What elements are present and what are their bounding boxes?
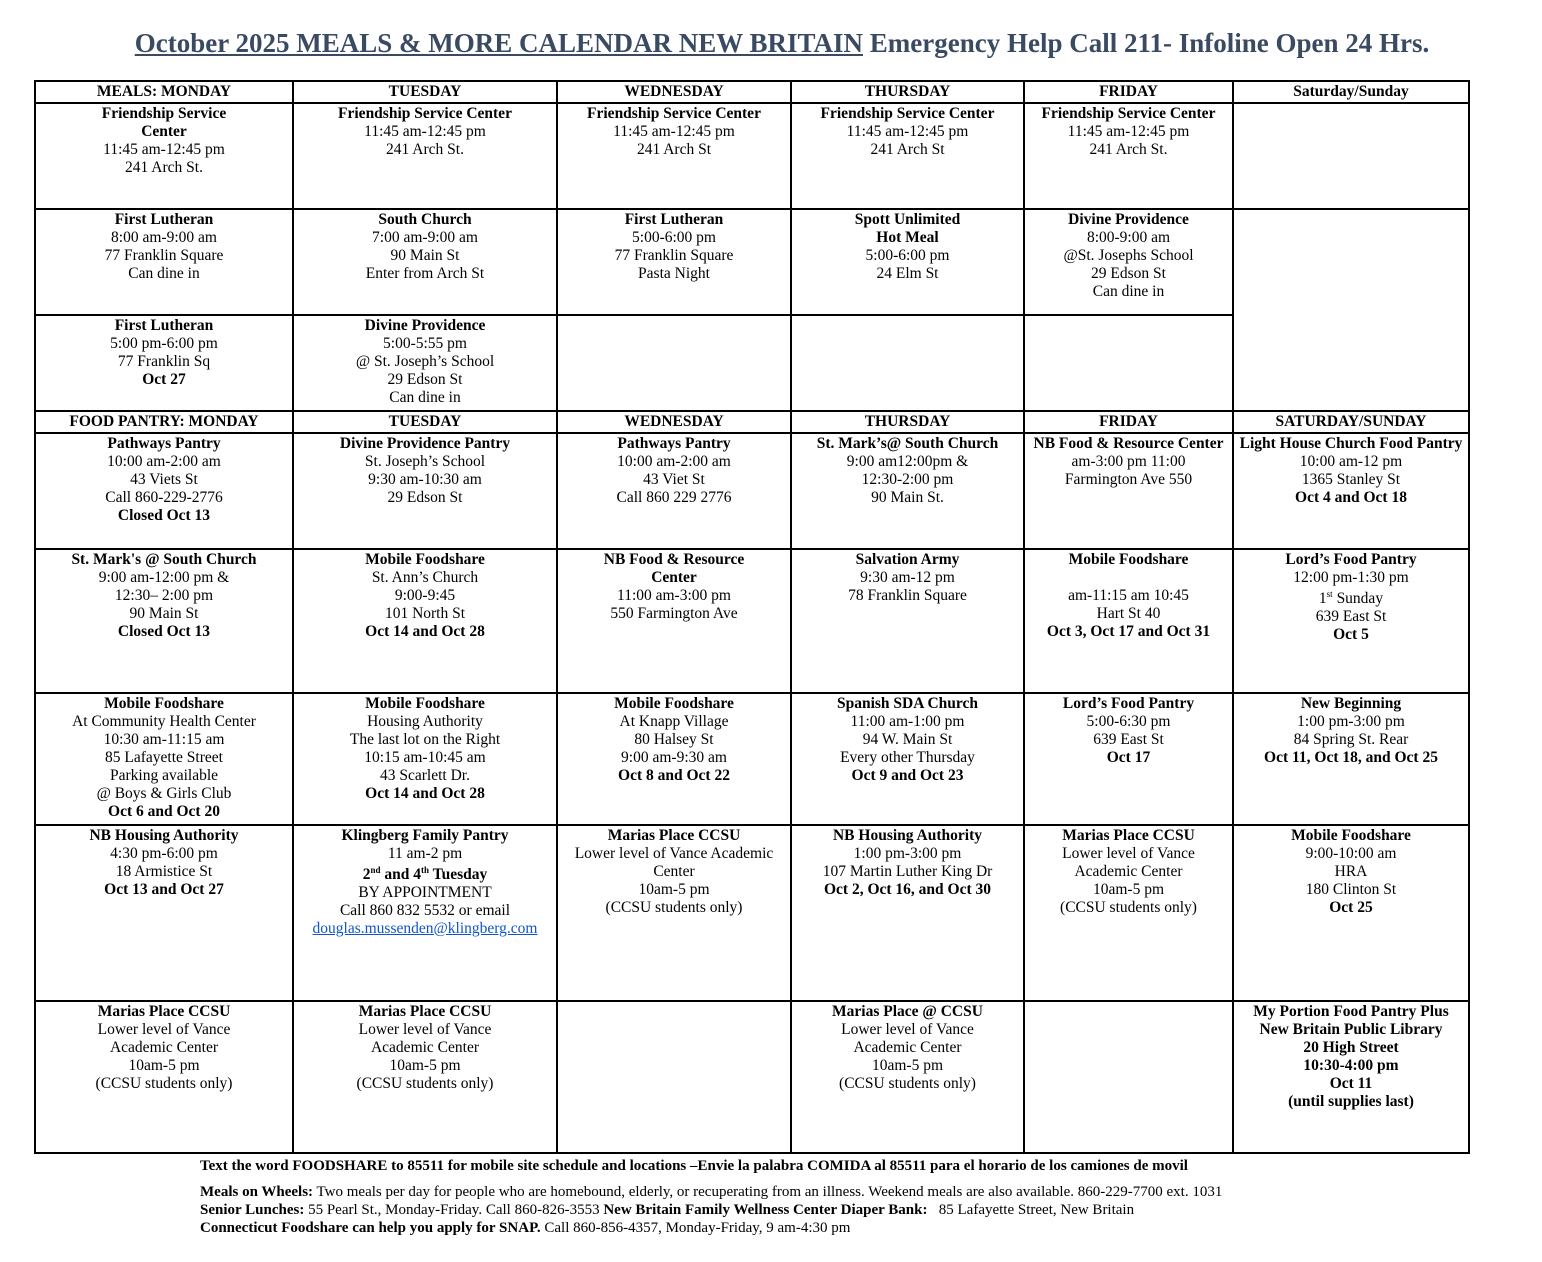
pantry-name: Marias Place CCSU: [97, 1003, 231, 1020]
pantry-time: 9:30 am-10:30 am: [368, 471, 482, 488]
meal-cell: [293, 103, 557, 209]
pantry-address: 78 Franklin Square: [848, 587, 967, 604]
meal-time: 5:00-6:00 pm: [865, 247, 950, 264]
meals-row: [35, 209, 1469, 315]
pantry-dates: Oct 25: [1329, 899, 1373, 916]
pantry-row: [35, 825, 1469, 1001]
meal-cell: [791, 103, 1024, 209]
pantry-cell: [293, 693, 557, 825]
pantry-cell: [557, 549, 791, 693]
pantry-name: Light House Church Food Pantry: [1239, 435, 1463, 452]
pantry-name: New Beginning: [1300, 695, 1402, 712]
pantry-cell: [293, 549, 557, 693]
pantry-name: Lord’s Food Pantry: [1062, 695, 1195, 712]
pantry-cell: [1233, 693, 1469, 825]
pantry-location: Lower level of Vance: [358, 1021, 492, 1038]
pantry-cell: [1233, 549, 1469, 693]
meal-time: 11:45 am-12:45 pm: [846, 123, 969, 140]
pantry-name: Mobile Foodshare: [614, 695, 734, 712]
pantry-address: 29 Edson St: [387, 489, 463, 506]
pantry-location: Academic Center: [370, 1039, 479, 1056]
pantry-cell: [35, 693, 293, 825]
pantry-time: 10:00 am-12 pm: [1299, 453, 1403, 470]
pantry-name: Mobile Foodshare: [365, 695, 485, 712]
pantry-address: 80 Halsey St: [634, 731, 714, 748]
pantry-time: 10:15 am-10:45 am: [364, 749, 486, 766]
pantry-cell: [791, 1001, 1024, 1153]
pantry-address: 43 Viets St: [130, 471, 198, 488]
pantry-time: 1:00 pm-3:00 pm: [1297, 713, 1405, 730]
pantry-address: 639 East St: [1315, 608, 1387, 625]
pantry-note: (CCSU students only): [356, 1075, 494, 1092]
pantry-address: 43 Viet St: [643, 471, 705, 488]
meals-header-thursday: THURSDAY: [791, 81, 1024, 103]
diaper-bank-text: 85 Lafayette Street, New Britain: [927, 1202, 1135, 1218]
pantry-schedule: [295, 866, 555, 884]
pantry-name: Divine Providence Pantry: [339, 435, 511, 452]
pantry-name: St. Mark’s@ South Church: [816, 435, 999, 452]
pantry-time: 10am-5 pm: [638, 881, 710, 898]
meal-note: Enter from Arch St: [365, 265, 485, 282]
meal-address: 29 Edson St: [1091, 265, 1166, 282]
meal-time: 11:45 am-12:45 pm: [364, 123, 486, 140]
pantry-cell: [35, 433, 293, 549]
pantry-header-tuesday: TUESDAY: [293, 411, 557, 433]
pantry-cell: [791, 693, 1024, 825]
pantry-row: [35, 549, 1469, 693]
pantry-time: 9:00-9:45: [394, 587, 456, 604]
pantry-schedule: [1235, 590, 1467, 608]
pantry-location: Lower level of Vance: [1062, 845, 1195, 862]
meals-header-weekend: Saturday/Sunday: [1233, 81, 1469, 103]
meal-site-name: South Church: [378, 211, 472, 228]
meal-address: 77 Franklin Square: [104, 247, 224, 264]
ordinal-suffix: nd: [370, 864, 381, 875]
meal-time: 5:00 pm-6:00 pm: [110, 335, 218, 352]
pantry-address: 180 Clinton St: [1305, 881, 1397, 898]
meal-address: 77 Franklin Square: [614, 247, 734, 264]
pantry-cell: [1233, 433, 1469, 549]
meal-time: 11:45 am-12:45 pm: [1067, 123, 1190, 140]
pantry-dates: Closed Oct 13: [117, 507, 211, 524]
pantry-cell: [1233, 825, 1469, 1001]
pantry-name: Mobile Foodshare: [1291, 827, 1411, 844]
meal-cell: [293, 209, 557, 315]
pantry-name: Marias Place CCSU: [1062, 827, 1195, 844]
pantry-location: HRA: [1334, 863, 1368, 880]
pantry-dates: Oct 13 and Oct 27: [104, 881, 224, 898]
pantry-time: am-3:00 pm 11:00: [1071, 453, 1186, 470]
pantry-name: Mobile Foodshare: [1068, 551, 1189, 568]
pantry-name: Spanish SDA Church: [836, 695, 978, 712]
pantry-note: (until supplies last): [1288, 1093, 1414, 1110]
pantry-cell: [1024, 693, 1233, 825]
pantry-name: My Portion Food Pantry Plus: [1253, 1003, 1449, 1020]
pantry-dates: Oct 17: [1106, 749, 1151, 766]
senior-lunches-label: Senior Lunches:: [200, 1202, 305, 1218]
pantry-time: 9:00 am-9:30 am: [621, 749, 727, 766]
pantry-name: Pathways Pantry: [617, 435, 731, 452]
pantry-name: Marias Place CCSU: [358, 1003, 492, 1020]
meal-cell: [35, 103, 293, 209]
pantry-location: St. Ann’s Church: [371, 569, 479, 586]
pantry-time: 9:30 am-12 pm: [860, 569, 955, 586]
emergency-help-line: Emergency Help Call 211- Infoline Open 24 Hrs.: [869, 28, 1430, 58]
pantry-time: 10:00 am-2:00 am: [107, 453, 221, 470]
meal-cell: [293, 315, 557, 411]
meal-address: 29 Edson St: [387, 371, 463, 388]
meal-site-name: First Lutheran: [624, 211, 724, 228]
meals-on-wheels-note: [200, 1183, 1222, 1201]
pantry-location: Academic Center: [109, 1039, 218, 1056]
pantry-address: 90 Main St: [129, 605, 199, 622]
pantry-phone: Call 860-229-2776: [105, 489, 223, 506]
meal-cell: [1024, 103, 1233, 209]
meal-cell: [791, 209, 1024, 315]
meal-site-name: Friendship Service: [101, 105, 227, 122]
pantry-cell: [1024, 549, 1233, 693]
meals-header-wednesday: WEDNESDAY: [557, 81, 791, 103]
weekend-meal-cell-empty: [1233, 103, 1469, 209]
meals-header-monday: MEALS: MONDAY: [35, 81, 293, 103]
pantry-address: 90 Main St.: [871, 489, 944, 506]
pantry-name: NB Housing Authority: [89, 827, 239, 844]
pantry-note: The last lot on the Right: [349, 731, 501, 748]
pantry-row: [35, 693, 1469, 825]
pantry-location: Lower level of Vance Academic: [574, 845, 774, 862]
pantry-cell-empty: [1024, 1001, 1233, 1153]
meal-time: 8:00 am-9:00 am: [111, 229, 217, 246]
meal-note: Can dine in: [1092, 283, 1165, 300]
pantry-location: St. Joseph’s School: [364, 453, 486, 470]
ordinal-suffix: st: [1326, 588, 1333, 599]
pantry-dates: Oct 11, Oct 18, and Oct 25: [1264, 749, 1438, 766]
pantry-dates: Oct 5: [1333, 626, 1369, 643]
pantry-name: Marias Place CCSU: [607, 827, 741, 844]
pantry-cell: [557, 433, 791, 549]
meal-site-name: First Lutheran: [114, 211, 214, 228]
pantry-time: 10:30 am-11:15 am: [103, 731, 225, 748]
pantry-time: 12:00 pm-1:30 pm: [1293, 569, 1409, 586]
pantry-cell: [791, 433, 1024, 549]
pantry-address: 107 Martin Luther King Dr: [822, 863, 993, 880]
meal-time: 7:00 am-9:00 am: [372, 229, 478, 246]
meal-dates: Oct 27: [142, 371, 186, 388]
pantry-cell: [35, 1001, 293, 1153]
pantry-time: am-11:15 am 10:45: [1068, 587, 1189, 604]
meal-site-name: Friendship Service Center: [338, 105, 512, 122]
meal-site-name: First Lutheran: [114, 317, 214, 334]
pantry-location: Lower level of Vance: [841, 1021, 974, 1038]
pantry-row: [35, 1001, 1469, 1153]
meal-time: 5:00-6:00 pm: [632, 229, 716, 246]
pantry-time: 10:30-4:00 pm: [1303, 1057, 1399, 1074]
pantry-phone: Call 860 229 2776: [616, 489, 732, 506]
meal-note: Can dine in: [389, 389, 461, 406]
meal-site-name: Spott Unlimited: [854, 211, 961, 228]
meals-header-row: [35, 81, 1469, 103]
meal-address: 90 Main St: [390, 247, 460, 264]
pantry-dates: Oct 14 and Oct 28: [365, 623, 485, 640]
pantry-dates: Oct 14 and Oct 28: [365, 785, 485, 802]
pantry-time: 11:00 am-3:00 pm: [617, 587, 731, 604]
pantry-name: NB Housing Authority: [832, 827, 982, 844]
pantry-time: 11 am-2 pm: [387, 845, 463, 862]
pantry-cell: [791, 825, 1024, 1001]
pantry-note: Parking available: [109, 767, 219, 784]
senior-lunches-note: [200, 1201, 1222, 1219]
calendar-title: October 2025 MEALS & MORE CALENDAR NEW BRITAIN: [134, 28, 864, 58]
meal-site-name-cont: Hot Meal: [876, 229, 939, 246]
pantry-cell: [293, 1001, 557, 1153]
meal-address: 241 Arch St: [870, 141, 945, 158]
page-title: [0, 28, 1542, 59]
meal-note: Can dine in: [128, 265, 200, 282]
pantry-location: Academic Center: [853, 1039, 962, 1056]
pantry-cell: [557, 825, 791, 1001]
meal-time: 11:45 am-12:45 pm: [103, 141, 225, 158]
meal-time: 8:00-9:00 am: [1086, 229, 1171, 246]
pantry-cell: [293, 825, 557, 1001]
diaper-bank-label: New Britain Family Wellness Center Diaper Bank:: [603, 1202, 928, 1218]
pantry-location: Housing Authority: [367, 713, 483, 730]
ordinal-number: 2: [362, 866, 371, 883]
pantry-dates: Oct 3, Oct 17 and Oct 31: [1046, 623, 1211, 640]
meal-note: Pasta Night: [638, 265, 710, 282]
pantry-time: 9:00 am12:00pm &: [846, 453, 969, 470]
pantry-cell: [1233, 1001, 1469, 1153]
pantry-cell: [35, 825, 293, 1001]
meal-address: 24 Elm St: [876, 265, 939, 282]
meal-cell: [557, 209, 791, 315]
pantry-address: 18 Armistice St: [115, 863, 213, 880]
pantry-phone: Call 860 832 5532 or email: [339, 902, 511, 919]
pantry-time: 10am-5 pm: [871, 1057, 944, 1074]
meals-row: [35, 103, 1469, 209]
pantry-time: 5:00-6:30 pm: [1086, 713, 1171, 730]
pantry-cell: [293, 433, 557, 549]
meal-site-name: Divine Providence: [364, 317, 486, 334]
pantry-header-row: [35, 411, 1469, 433]
pantry-time: 9:00 am-12:00 pm &: [98, 569, 230, 586]
meals-header-friday: FRIDAY: [1024, 81, 1233, 103]
pantry-location: Academic Center: [1074, 863, 1183, 880]
ordinal-number: 1: [1318, 590, 1327, 607]
pantry-name: Klingberg Family Pantry: [341, 827, 509, 844]
calendar-table: [34, 80, 1470, 1154]
pantry-note: Every other Thursday: [840, 749, 975, 766]
pantry-dates: Oct 6 and Oct 20: [108, 803, 220, 820]
pantry-time: 12:30-2:00 pm: [861, 471, 954, 488]
pantry-header-friday: FRIDAY: [1024, 411, 1233, 433]
pantry-note: (CCSU students only): [95, 1075, 233, 1092]
ordinal-suffix: th: [421, 864, 430, 875]
meal-cell-empty: [1024, 315, 1233, 411]
pantry-name: NB Food & Resource Center: [1033, 435, 1224, 452]
pantry-row: [35, 433, 1469, 549]
footer-notes: [200, 1157, 1222, 1237]
ordinal-number: and 4: [384, 866, 422, 883]
pantry-header-thursday: THURSDAY: [791, 411, 1024, 433]
pantry-address: 1365 Stanley St: [1301, 471, 1401, 488]
pantry-time: 10:00 am-2:00 am: [617, 453, 731, 470]
meal-site-name: Friendship Service Center: [820, 105, 995, 122]
meal-cell: [1024, 209, 1233, 315]
pantry-location: New Britain Public Library: [1259, 1021, 1443, 1038]
pantry-dates: Closed Oct 13: [117, 623, 211, 640]
pantry-time: 10am-5 pm: [128, 1057, 200, 1074]
senior-lunches-text: 55 Pearl St., Monday-Friday. Call 860-826-3553: [304, 1202, 604, 1218]
pantry-dates: Oct 2, Oct 16, and Oct 30: [823, 881, 992, 898]
meal-time: 11:45 am-12:45 pm: [613, 123, 735, 140]
pantry-note: (CCSU students only): [1060, 899, 1197, 916]
pantry-note: @ Boys & Girls Club: [96, 785, 232, 802]
pantry-address: 94 W. Main St: [862, 731, 953, 748]
meal-location: @St. Josephs School: [1063, 247, 1194, 264]
meals-header-tuesday: TUESDAY: [293, 81, 557, 103]
meal-time: 5:00-5:55 pm: [383, 335, 467, 352]
pantry-name: Lord’s Food Pantry: [1285, 551, 1417, 568]
meal-site-name: Friendship Service Center: [587, 105, 761, 122]
pantry-time: 10am-5 pm: [389, 1057, 461, 1074]
meal-address: 241 Arch St: [636, 141, 712, 158]
pantry-time: 12:30– 2:00 pm: [114, 587, 214, 604]
pantry-address: 20 High Street: [1303, 1039, 1399, 1056]
snap-text: Call 860-856-4357, Monday-Friday, 9 am-4:30 pm: [540, 1220, 851, 1236]
pantry-address: Farmington Ave 550: [1064, 471, 1193, 488]
pantry-note: (CCSU students only): [839, 1075, 976, 1092]
pantry-dates: Oct 4 and Oct 18: [1295, 489, 1407, 506]
meal-cell: [557, 103, 791, 209]
pantry-address: 85 Lafayette Street: [105, 749, 223, 766]
pantry-time: 11:00 am-1:00 pm: [850, 713, 965, 730]
pantry-cell: [557, 693, 791, 825]
meal-address: 77 Franklin Sq: [117, 353, 211, 370]
pantry-name: Pathways Pantry: [107, 435, 221, 452]
meal-address: 241 Arch St.: [386, 141, 464, 158]
ordinal-day: Tuesday: [432, 866, 488, 883]
meal-cell-empty: [557, 315, 791, 411]
pantry-name: NB Food & Resource: [603, 551, 745, 568]
pantry-name: St. Mark's @ South Church: [71, 551, 257, 568]
pantry-cell: [1024, 433, 1233, 549]
pantry-cell-empty: [557, 1001, 791, 1153]
pantry-location: At Knapp Village: [619, 713, 729, 730]
pantry-header-weekend: SATURDAY/SUNDAY: [1233, 411, 1469, 433]
meal-location: @ St. Joseph’s School: [355, 353, 495, 370]
meal-cell: [35, 209, 293, 315]
meal-address: 241 Arch St.: [125, 159, 203, 176]
pantry-address: Hart St 40: [1096, 605, 1161, 622]
meal-site-name-cont: Center: [141, 123, 187, 140]
pantry-time: 1:00 pm-3:00 pm: [853, 845, 962, 862]
pantry-time: 4:30 pm-6:00 pm: [110, 845, 218, 862]
pantry-dates: Oct 9 and Oct 23: [851, 767, 964, 784]
weekend-meal-cell-empty: [1233, 209, 1469, 411]
pantry-location: At Community Health Center: [72, 713, 256, 730]
pantry-dates: Oct 8 and Oct 22: [618, 767, 730, 784]
pantry-header-wednesday: WEDNESDAY: [557, 411, 791, 433]
meals-on-wheels-text: Two meals per day for people who are homebound, elderly, or recuperating from an illness. Weekend meals are also available. 860-229-7700 ext. 1031: [313, 1184, 1223, 1200]
meal-address: 241 Arch St.: [1089, 141, 1168, 158]
pantry-name: Salvation Army: [855, 551, 960, 568]
ordinal-day: Sunday: [1336, 590, 1384, 607]
pantry-address: 43 Scarlett Dr.: [380, 767, 470, 784]
pantry-cell: [791, 549, 1024, 693]
meal-cell-empty: [791, 315, 1024, 411]
email-link[interactable]: douglas.mussenden@klingberg.com: [312, 920, 538, 937]
pantry-time: 9:00-10:00 am: [1305, 845, 1397, 862]
pantry-name-cont: Center: [651, 569, 697, 586]
pantry-note: BY APPOINTMENT: [358, 884, 492, 901]
snap-label: Connecticut Foodshare can help you apply for SNAP.: [200, 1220, 541, 1236]
foodshare-text-note: Text the word FOODSHARE to 85511 for mobile site schedule and locations –Envie la palabra COMIDA al 85511 para el horario de los camiones de movil: [200, 1158, 1188, 1174]
pantry-address: 101 North St: [384, 605, 466, 622]
meal-site-name: Divine Providence: [1068, 211, 1189, 228]
pantry-location: Lower level of Vance: [97, 1021, 231, 1038]
pantry-address: 550 Farmington Ave: [610, 605, 738, 622]
snap-note: [200, 1219, 1222, 1237]
pantry-blank-line: [1026, 569, 1231, 587]
pantry-name: Mobile Foodshare: [365, 551, 485, 568]
pantry-address: 639 East St: [1093, 731, 1164, 748]
pantry-address: 84 Spring St. Rear: [1293, 731, 1409, 748]
pantry-note: (CCSU students only): [605, 899, 743, 916]
meals-on-wheels-label: Meals on Wheels:: [200, 1184, 314, 1200]
pantry-location: Center: [653, 863, 695, 880]
pantry-name: Marias Place @ CCSU: [832, 1003, 983, 1020]
pantry-header-monday: FOOD PANTRY: MONDAY: [35, 411, 293, 433]
pantry-cell: [1024, 825, 1233, 1001]
meal-site-name: Friendship Service Center: [1041, 105, 1216, 122]
pantry-name: Mobile Foodshare: [104, 695, 224, 712]
pantry-dates: Oct 11: [1329, 1075, 1373, 1092]
pantry-time: 10am-5 pm: [1092, 881, 1165, 898]
pantry-cell: [35, 549, 293, 693]
meal-cell: [35, 315, 293, 411]
